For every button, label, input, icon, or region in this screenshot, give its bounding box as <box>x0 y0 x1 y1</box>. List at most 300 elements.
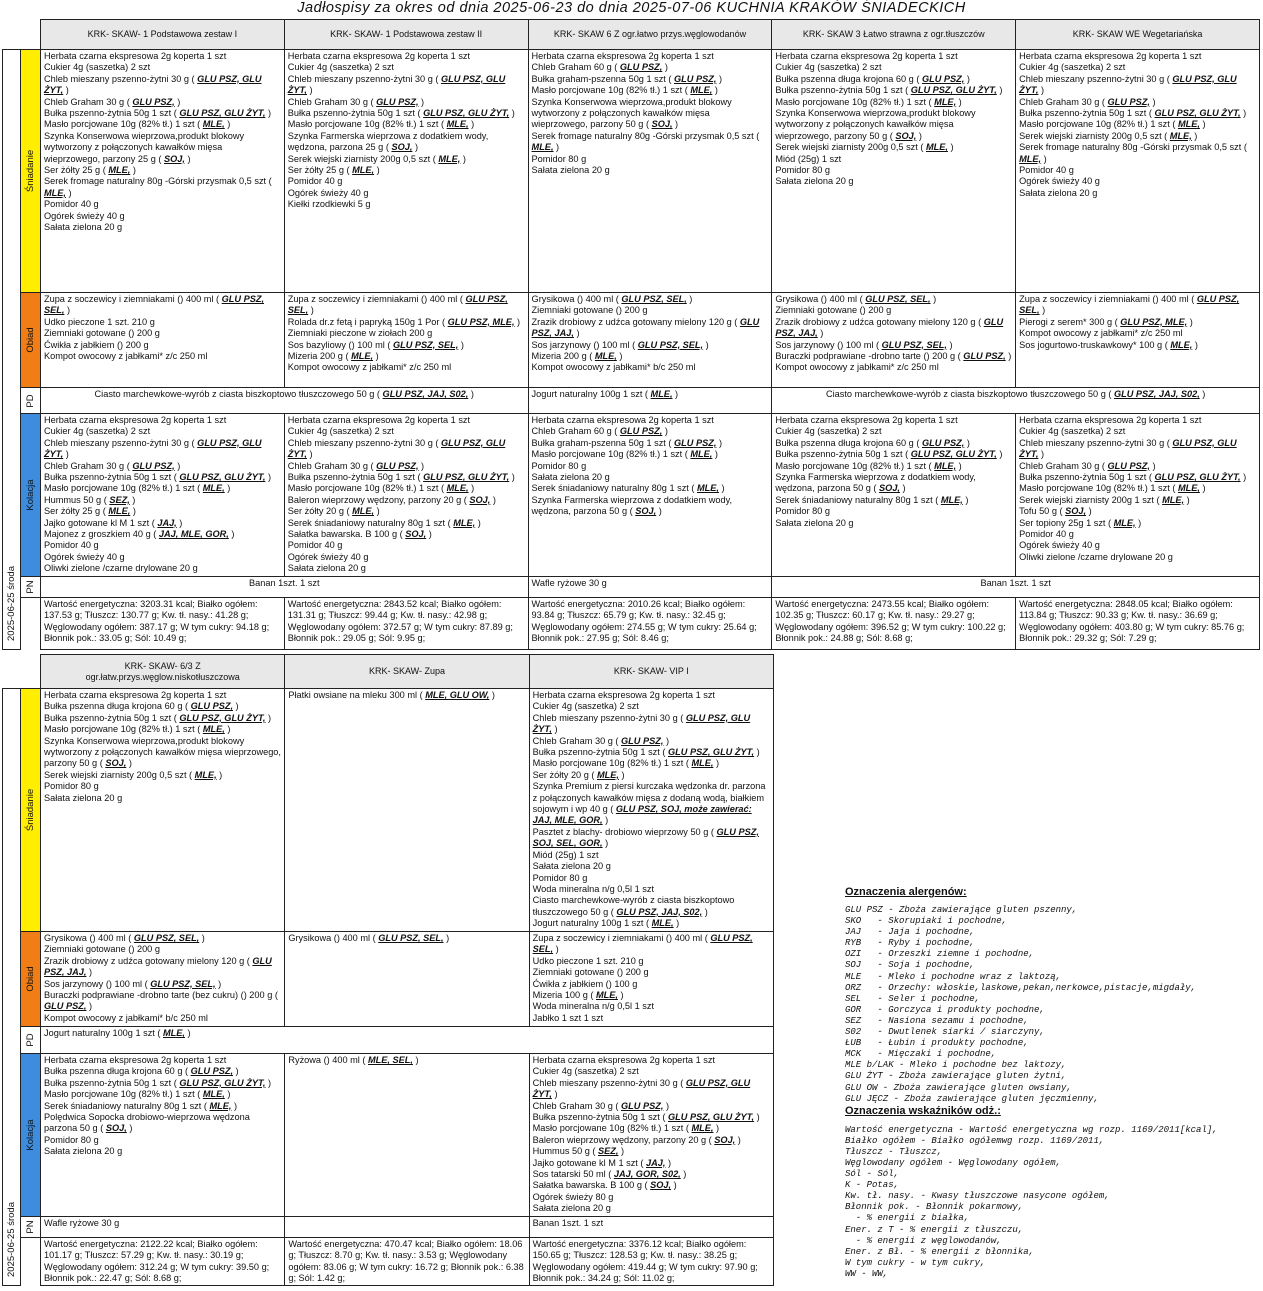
menu-item: Masło porcjowane 10g (82% tł.) 1 szt ( MLE, ) <box>287 483 475 494</box>
menu-cell <box>772 50 1016 293</box>
menu-item: Chleb mieszany pszenno-żytni 30 g ( GLU PSZ, GLU ŻYT, ) <box>532 1077 751 1100</box>
indicator-legend-list: Wartość energetyczna - Wartość energetyczna wg rozp. 1169/2011[kcal], Białko ogółem - Białko ogółemwg rozp. 1169/2011, Tłuszcz - Tłuszcz, Węglowodany ogółem - Węglowodany ogółem, Sól - Sól, K - Potas, Kw. tł. nasy. - Kwasy tłuszczowe nasycone ogółem, Błonnik pok. - Błonnik pokarmowy, - % energii z białka, Ener. z T - % energii z tłuszczu, - % energii z węglowodanów, Ener. z Bł. - % energii z błonnika, W tym cukry - w tym cukry, WW - WW, <box>845 1124 1218 1279</box>
allergen-codes: GLU PSZ, <box>921 73 965 84</box>
allergen-legend-title: Oznaczenia alergenów: <box>845 886 967 898</box>
allergen-codes: GLU PSZ, GLU ŻYT, <box>668 747 755 758</box>
allergen-codes: MLE, <box>202 724 225 735</box>
allergen-codes: GLU PSZ, GLU ŻYT, <box>1154 472 1241 483</box>
menu-cell <box>285 689 529 932</box>
allergen-codes: MLE, <box>1170 339 1193 350</box>
menu-item: Kompot owocowy z jabłkami* z/c 250 ml <box>775 362 939 373</box>
diet-header: KRK- SKAW 6 Z ogr.łatwo przys.węglowodanów <box>528 20 772 50</box>
menu-item: Ćwikła z jabłkiem () 100 g <box>532 978 638 989</box>
menu-item: Masło porcjowane 10g (82% tł.) 1 szt ( MLE, ) <box>532 1123 720 1134</box>
allergen-codes: GLU PSZ, <box>376 96 419 107</box>
menu-item: Herbata czarna ekspresowa 2g koperta 1 szt <box>532 1055 715 1065</box>
menu-item: Grysikowa () 400 ml ( GLU PSZ, SEL, ) <box>288 933 450 943</box>
allergen-codes: GLU PSZ, GLU ŻYT, <box>423 472 510 483</box>
menu-item: Pomidor 80 g <box>44 1134 99 1145</box>
menu-item: Masło porcjowane 10g (82% tł.) 1 szt ( MLE, ) <box>44 724 231 735</box>
menu-item: Serek śniadaniowy naturalny 80g 1 szt ( MLE, ) <box>531 483 725 494</box>
diet-header: KRK- SKAW- Zupa <box>285 655 529 689</box>
meal-label-pn: PN <box>20 576 40 597</box>
allergen-codes: MLE, <box>651 918 674 929</box>
menu-cell <box>528 293 772 388</box>
menu-item: Ser żółty 20 g ( MLE, ) <box>532 769 625 780</box>
menu-cell <box>528 50 772 293</box>
allergen-codes: GLU PSZ, SEL, <box>1019 294 1240 316</box>
allergen-codes: GLU PSZ, MLE, <box>1120 316 1188 327</box>
menu-item: Chleb Graham 30 g ( GLU PSZ, ) <box>532 735 670 746</box>
menu-item: Masło porcjowane 10g (82% tł.) 1 szt ( MLE, ) <box>532 758 720 769</box>
menu-item: Pomidor 80 g <box>775 165 831 176</box>
nutrition-cell: Wartość energetyczna: 2473.55 kcal; Białko ogółem: 102.35 g; Tłuszcz: 60.17 g; Kw. tł. nasy.: 29.27 g; Węglowodany ogółem: 396.52 g; W tym cukry: 100.22 g; Błonnik pok.: 24.88 g; Sól: 8.68 g; <box>772 597 1016 649</box>
menu-item: Woda mineralna n/g 0,5l 1 szt <box>532 883 655 894</box>
menu-item: Bułka pszenno-żytnia 50g 1 szt ( GLU PSZ, GLU ŻYT, ) <box>532 1112 760 1123</box>
menu-item: Ziemniaki gotowane () 200 g <box>532 967 649 978</box>
allergen-codes: SOJ, <box>650 1180 672 1191</box>
allergen-codes: SOJ, <box>879 483 900 494</box>
menu-item: Bułka pszenno-żytnia 50g 1 szt ( GLU PSZ, GLU ŻYT, ) <box>775 449 1003 460</box>
menu-cell <box>529 1054 773 1217</box>
allergen-codes: GLU PSZ, GLU ŻYT, <box>1019 437 1237 460</box>
menu-cell <box>772 414 1016 577</box>
allergen-codes: MLE, <box>446 483 469 494</box>
allergen-codes: GLU PSZ, MLE, <box>447 316 515 327</box>
menu-item: Ryżowa () 400 ml ( MLE, SEL, ) <box>288 1055 419 1065</box>
menu-item: Jogurt naturalny 100g 1 szt ( MLE, ) <box>531 389 679 399</box>
allergen-codes: SOJ, <box>635 506 657 517</box>
menu-item: Herbata czarna ekspresowa 2g koperta 1 szt <box>531 415 714 425</box>
menu-item: Sałata zielona 20 g <box>531 472 610 483</box>
menu-item: Szynka Premium z piersi kurczaka wędzonka dr. parzona z połączonych kawałków mięsa z dodaną wodą, białkiem sojowym i wp 40 g ( GLU PSZ, SOJ, może zawierać: JAJ, MLE, GOR, ) <box>532 781 766 826</box>
allergen-codes: GLU PSZ, <box>1107 460 1150 471</box>
menu-item: Pomidor 40 g <box>43 540 99 551</box>
menu-item: Grysikowa () 400 ml ( GLU PSZ, SEL, ) <box>44 933 205 943</box>
allergen-codes: MLE, <box>1177 483 1200 494</box>
menu-item: Cukier 4g (saszetka) 2 szt <box>775 62 882 73</box>
menu-item: Serek śniadaniowy naturalny 80g 1 szt ( MLE, ) <box>44 1100 238 1111</box>
menu-cell <box>529 689 773 932</box>
allergen-codes: MLE, <box>194 769 217 780</box>
menu-item: Cukier 4g (saszetka) 2 szt <box>43 62 151 73</box>
menu-item: Bułka pszenno-żytnia 50g 1 szt ( GLU PSZ, GLU ŻYT, ) <box>44 712 272 723</box>
allergen-codes: MLE, <box>595 990 618 1001</box>
menu-cell <box>529 1216 773 1237</box>
menu-item: Sałata zielona 20 g <box>532 1203 611 1214</box>
day-label: 2025-06-25 środa <box>3 50 21 650</box>
nutrition-cell: Wartość energetyczna: 3376.12 kcal; Białko ogółem: 150.65 g; Tłuszcz: 128.53 g; Kw. tł. nasy.: 38.25 g; Węglowodany ogółem: 419.44 g; W tym cukry: 97.90 g; Błonnik pok.: 34.24 g; Sól: 11.02 g; <box>529 1237 773 1286</box>
menu-item: Grysikowa () 400 ml ( GLU PSZ, SEL, ) <box>531 294 693 304</box>
menu-item: Hummus 50 g ( SEZ, ) <box>532 1146 625 1157</box>
menu-item: Chleb mieszany pszenno-żytni 30 g ( GLU PSZ, GLU ŻYT, ) <box>43 73 262 96</box>
nutrition-cell: Wartość energetyczna: 2848.05 kcal; Białko ogółem: 113.84 g; Tłuszcz: 90.33 g; Kw. tł. nasy.: 36.69 g; Węglowodany ogółem: 403.80 g; W tym cukry: 85.76 g; Błonnik pok.: 29.32 g; Sól: 7.29 g; <box>1016 597 1260 649</box>
menu-item: Kompot owocowy z jabłkami* z/c 250 ml <box>43 351 208 362</box>
menu-item: Ogórek świeży 40 g <box>1019 176 1100 187</box>
menu-item: Ser żółty 20 g ( MLE, ) <box>287 506 380 517</box>
allergen-codes: MLE, <box>934 96 957 107</box>
allergen-codes: SOJ, <box>163 153 185 164</box>
allergen-codes: SOJ, <box>714 1134 736 1145</box>
menu-cell <box>528 414 772 577</box>
menu-item: Jajko gotowane kl M 1 szt ( JAJ, ) <box>532 1157 672 1168</box>
menu-item: Sałata zielona 20 g <box>287 563 366 574</box>
menu-item: Chleb Graham 30 g ( GLU PSZ, ) <box>287 460 425 471</box>
menu-item: Chleb Graham 30 g ( GLU PSZ, ) <box>532 1100 670 1111</box>
allergen-codes: MLE, <box>352 506 375 517</box>
menu-item: Szynka Konserwowa wieprzowa,produkt blokowy wytworzony z połączonych kawałków mięsa wieprzowego, parzony 50 g ( SOJ, ) <box>44 735 281 769</box>
allergen-codes: MLE, <box>1113 517 1136 528</box>
meal-label-lunch: Obiad <box>20 293 40 388</box>
menu-item: Herbata czarna ekspresowa 2g koperta 1 szt <box>1019 51 1202 61</box>
allergen-codes: GLU PSZ, SEL, <box>637 339 704 350</box>
allergen-codes: GLU PSZ, JAJ, <box>531 316 760 339</box>
menu-item: Ogórek świeży 80 g <box>532 1191 614 1202</box>
menu-cell <box>285 932 529 1027</box>
legend <box>845 886 1260 1280</box>
menu-item: Cukier 4g (saszetka) 2 szt <box>775 426 882 437</box>
allergen-codes: SOJ, <box>1065 506 1087 517</box>
menu-item: Sos jogurtowo-truskawkowy* 100 g ( MLE, ) <box>1019 339 1198 350</box>
menu-cell <box>772 388 1260 414</box>
allergen-codes: GLU PSZ, GLU ŻYT, <box>287 437 506 460</box>
allergen-codes: GLU PSZ, <box>674 73 717 84</box>
menu-item: Sos jarzynowy () 100 ml ( GLU PSZ, SEL, ) <box>775 339 953 350</box>
menu-item: Bułka pszenno-żytnia 50g 1 szt ( GLU PSZ, GLU ŻYT, ) <box>43 472 272 483</box>
allergen-codes: MLE, <box>1177 119 1200 130</box>
menu-item: Hummus 50 g ( SEZ, ) <box>43 494 136 505</box>
allergen-codes: MLE, <box>202 1089 225 1100</box>
allergen-codes: GLU PSZ, SEL, <box>865 294 931 304</box>
menu-item: Oliwki zielone /czarne drylowane 20 g <box>1019 551 1173 562</box>
allergen-codes: GLU PSZ, GLU ŻYT, <box>179 108 266 119</box>
allergen-codes: GLU PSZ, <box>921 437 965 448</box>
allergen-codes: GLU PSZ, JAJ, <box>44 955 272 978</box>
menu-item: Jogurt naturalny 100g 1 szt ( MLE, ) <box>532 918 680 929</box>
menu-item: Herbata czarna ekspresowa 2g koperta 1 szt <box>287 51 471 61</box>
menu-cell <box>41 1054 285 1217</box>
menu-item: Herbata czarna ekspresowa 2g koperta 1 szt <box>531 51 714 61</box>
allergen-codes: GLU PSZ, GLU ŻYT, <box>532 1077 751 1100</box>
allergen-codes: MLE, <box>202 119 225 130</box>
menu-item: Bułka pszenno-żytnia 50g 1 szt ( GLU PSZ, GLU ŻYT, ) <box>775 85 1003 96</box>
allergen-codes: MLE, <box>697 483 719 494</box>
menu-item: Pomidor 80 g <box>531 460 587 471</box>
allergen-codes: MLE, <box>690 449 713 460</box>
menu-item: Chleb mieszany pszenno-żytni 30 g ( GLU PSZ, GLU ŻYT, ) <box>1019 73 1237 96</box>
menu-item: Wafle ryżowe 30 g <box>44 1217 120 1228</box>
menu-item: Sałata zielona 20 g <box>531 165 610 176</box>
menu-item: Banan 1szt. 1 szt <box>532 1217 604 1228</box>
menu-cell <box>41 1027 774 1054</box>
meal-label-dinner: Kolacja <box>21 1054 41 1217</box>
allergen-codes: GLU PSZ, <box>621 735 664 746</box>
menu-item: Serek wiejski ziarnisty 200g 0,5 szt ( MLE, ) <box>44 769 223 780</box>
menu-item: Serek fromage naturalny 80g -Górski przysmak 0,5 szt ( MLE, ) <box>531 130 760 153</box>
menu-item: Pomidor 80 g <box>44 781 99 792</box>
menu-item: Herbata czarna ekspresowa 2g koperta 1 szt <box>43 51 227 61</box>
menu-item: Chleb Graham 60 g ( GLU PSZ, ) <box>531 426 668 437</box>
menu-item: Płatki owsiane na mleku 300 ml ( MLE, GLU OW, ) <box>288 690 495 700</box>
menu-cell <box>40 50 284 293</box>
menu-item: Ciasto marchewkowe-wyrób z ciasta biszkoptowo tłuszczowego 50 g ( GLU PSZ, JAJ, S02, ) <box>94 389 474 399</box>
menu-item: Serek wiejski ziarnisty 200g 0,5 szt ( MLE, ) <box>775 142 954 153</box>
menu-item: Chleb mieszany pszenno-żytni 30 g ( GLU PSZ, GLU ŻYT, ) <box>43 437 262 460</box>
allergen-codes: SEZ, <box>598 1146 619 1157</box>
menu-cell <box>1016 50 1260 293</box>
menu-item: Ciasto marchewkowe-wyrób z ciasta biszkoptowo tłuszczowego 50 g ( GLU PSZ, JAJ, S02, ) <box>532 895 735 917</box>
meal-label-pd: PD <box>20 388 40 414</box>
allergen-codes: GLU PSZ, <box>621 1100 664 1111</box>
menu-item: Miód (25g) 1 szt <box>532 849 599 860</box>
allergen-codes: GLU PSZ, SOJ, może zawierać: JAJ, MLE, GOR, <box>532 804 752 826</box>
allergen-codes: GLU PSZ, SEL, <box>881 339 947 350</box>
menu-item: Bułka pszenno-żytnia 50g 1 szt ( GLU PSZ, GLU ŻYT, ) <box>43 108 272 119</box>
menu-cell <box>528 576 772 597</box>
menu-cell <box>772 576 1260 597</box>
menu-item: Ogórek świeży 40 g <box>43 551 125 562</box>
menu-item: Cukier 4g (saszetka) 2 szt <box>532 701 639 712</box>
allergen-codes: GLU PSZ, GLU ŻYT, <box>423 108 510 119</box>
day-label: 2025-06-25 środa <box>3 689 21 1286</box>
allergen-codes: GLU PSZ, JAJ, S02, <box>382 389 469 399</box>
menu-item: Cukier 4g (saszetka) 2 szt <box>1019 62 1126 73</box>
allergen-codes: GLU PSZ, GLU ŻYT, <box>287 73 506 96</box>
allergen-codes: GLU PSZ, SEL, <box>378 933 444 943</box>
menu-item: Herbata czarna ekspresowa 2g koperta 1 szt <box>43 415 227 425</box>
diet-header: KRK- SKAW- 6/3 Z ogr.łatw.przys.węglow.niskotłuszczowa <box>41 655 285 689</box>
menu-item: Bułka pszenno-żytnia 50g 1 szt ( GLU PSZ, GLU ŻYT, ) <box>44 1077 272 1088</box>
allergen-codes: MLE, <box>453 517 476 528</box>
menu-item: Buraczki podprawiane -drobno tarte () 200 g ( GLU PSZ, ) <box>775 351 1012 362</box>
allergen-codes: GLU PSZ, SEL, <box>532 933 753 955</box>
menu-cell <box>40 293 284 388</box>
menu-item: Serek wiejski ziarnisty 200g 0,5 szt ( MLE, ) <box>1019 130 1198 141</box>
menu-item: Masło porcjowane 10g (82% tł.) 1 szt ( MLE, ) <box>43 119 231 130</box>
menu-item: Masło porcjowane 10g (82% tł.) 1 szt ( MLE, ) <box>531 85 718 96</box>
menu-item: Chleb mieszany pszenno-żytni 30 g ( GLU PSZ, GLU ŻYT, ) <box>1019 437 1237 460</box>
menu-item: Ciasto marchewkowe-wyrób z ciasta biszkoptowo tłuszczowego 50 g ( GLU PSZ, JAJ, S02, ) <box>825 389 1206 399</box>
allergen-codes: MLE, <box>940 494 963 505</box>
menu-item: Ogórek świeży 40 g <box>287 551 369 562</box>
allergen-codes: MLE, <box>108 165 131 176</box>
allergen-codes: GLU PSZ, JAJ, S02, <box>616 906 703 917</box>
menu-item: Sos jarzynowy () 100 ml ( GLU PSZ, SEL, ) <box>531 339 709 350</box>
menu-item: Pomidor 40 g <box>1019 529 1074 540</box>
menu-item: Chleb Graham 30 g ( GLU PSZ, ) <box>287 96 425 107</box>
menu-item: Jajko gotowane kl M 1 szt ( JAJ, ) <box>43 517 183 528</box>
allergen-codes: GLU PSZ, <box>674 437 717 448</box>
menu-item: Ziemniaki pieczone w ziołach 200 g <box>287 328 433 339</box>
allergen-codes: GLU PSZ, <box>190 1066 233 1077</box>
allergen-codes: GLU PSZ, GLU ŻYT, <box>43 73 262 96</box>
menu-item: Bułka pszenna długa krojona 60 g ( GLU PSZ, ) <box>44 1066 239 1077</box>
menu-item: Tofu 50 g ( SOJ, ) <box>1019 506 1092 517</box>
menu-item: Pomidor 40 g <box>1019 165 1074 176</box>
menu-item: Ziemniaki gotowane () 200 g <box>43 328 160 339</box>
menu-item: Cukier 4g (saszetka) 2 szt <box>287 426 394 437</box>
allergen-codes: MLE, <box>1169 130 1192 141</box>
menu-item: Sałata zielona 20 g <box>43 222 123 233</box>
menu-item: Szynka Farmerska wieprzowa z dodatkiem wody, wędzona, parzona 50 g ( SOJ, ) <box>775 472 976 494</box>
allergen-codes: GLU PSZ, SEL, <box>392 339 459 350</box>
menu-item: Sałatka bawarska. B 100 g ( SOJ, ) <box>532 1180 677 1191</box>
allergen-codes: GLU PSZ, <box>619 426 663 437</box>
menu-cell <box>285 1216 529 1237</box>
menu-item: Ser topiony 25g 1 szt ( MLE, ) <box>1019 517 1142 528</box>
menu-item: Herbata czarna ekspresowa 2g koperta 1 szt <box>287 415 471 425</box>
allergen-codes: MLE, <box>1019 153 1042 164</box>
menu-item: Sałata zielona 20 g <box>44 1146 123 1157</box>
meal-label-lunch: Obiad <box>21 932 41 1027</box>
allergen-codes: SOJ, <box>651 119 673 130</box>
menu-cell <box>284 293 528 388</box>
menu-item: Pierogi z serem* 300 g ( GLU PSZ, MLE, ) <box>1019 316 1193 327</box>
menu-item: Serek fromage naturalny 80g -Górski przysmak 0,5 szt ( MLE, ) <box>43 176 272 198</box>
menu-item: Sałata zielona 20 g <box>532 861 611 872</box>
menu-item: Sos jarzynowy () 100 ml ( GLU PSZ, SEL, ) <box>44 978 222 989</box>
menu-item: Jogurt naturalny 100g 1 szt ( MLE, ) <box>44 1028 191 1038</box>
allergen-codes: GLU PSZ, <box>132 96 175 107</box>
allergen-codes: SOJ, <box>405 529 427 540</box>
menu-item: Chleb mieszany pszenno-żytni 30 g ( GLU PSZ, GLU ŻYT, ) <box>532 712 751 735</box>
menu-item: Bułka pszenno-żytnia 50g 1 szt ( GLU PSZ, GLU ŻYT, ) <box>1019 472 1247 483</box>
allergen-codes: GLU PSZ, JAJ, S02, <box>1113 389 1200 399</box>
menu-item: Ćwikła z jabłkiem () 200 g <box>43 339 149 350</box>
menu-item: Ser żółty 25 g ( MLE, ) <box>43 165 136 176</box>
allergen-codes: MLE, <box>163 1028 185 1038</box>
menu-table-2 <box>2 654 774 1286</box>
allergen-codes: SOJ, <box>895 130 917 141</box>
allergen-codes: MLE, <box>531 142 554 153</box>
allergen-codes: GLU PSZ, <box>376 460 419 471</box>
allergen-codes: GLU PSZ, JAJ, <box>775 316 1004 339</box>
allergen-codes: MLE, SEL, <box>368 1055 413 1065</box>
allergen-codes: MLE, <box>43 187 66 198</box>
menu-item: Masło porcjowane 10g (82% tł.) 1 szt ( MLE, ) <box>287 119 475 130</box>
menu-cell <box>41 1216 285 1237</box>
menu-item: Sos tatarski 50 ml ( JAJ, GOR, S02, ) <box>532 1169 687 1180</box>
allergen-codes: GLU PSZ, GLU ŻYT, <box>179 712 266 723</box>
menu-item: Ziemniaki gotowane () 200 g <box>44 944 160 955</box>
allergen-codes: MLE, <box>351 351 374 362</box>
menu-item: Baleron wieprzowy wędzony, parzony 20 g ( SOJ, ) <box>287 494 496 505</box>
menu-item: Cukier 4g (saszetka) 2 szt <box>287 62 394 73</box>
allergen-codes: MLE, <box>1162 494 1185 505</box>
allergen-codes: MLE, <box>926 142 948 153</box>
allergen-codes: MLE, <box>597 769 619 780</box>
menu-item: Bułka pszenna długa krojona 60 g ( GLU PSZ, ) <box>44 701 239 712</box>
menu-item: Majonez z groszkiem 40 g ( JAJ, MLE, GOR, ) <box>43 529 235 540</box>
allergen-codes: JAJ, GOR, S02, <box>613 1169 681 1180</box>
menu-item: Sałata zielona 20 g <box>775 176 854 187</box>
menu-cell <box>528 388 772 414</box>
menu-item: Buraczki podprawiane -drobno tarte (bez cukru) () 200 g ( GLU PSZ, ) <box>44 990 278 1012</box>
menu-item: Sałata zielona 20 g <box>775 517 854 528</box>
allergen-codes: MLE, <box>594 351 617 362</box>
menu-item: Ziemniaki gotowane () 200 g <box>775 305 892 316</box>
menu-item: Sałatka bawarska. B 100 g ( SOJ, ) <box>287 529 432 540</box>
menu-item: Ogórek świeży 40 g <box>287 187 369 198</box>
menu-item: Sałata zielona 20 g <box>1019 187 1098 198</box>
allergen-codes: SOJ, <box>105 1123 127 1134</box>
menu-item: Cukier 4g (saszetka) 2 szt <box>532 1066 639 1077</box>
menu-item: Ser żółty 25 g ( MLE, ) <box>287 165 380 176</box>
nutrition-cell: Wartość energetyczna: 2843.52 kcal; Białko ogółem: 131.31 g; Tłuszcz: 99.44 g; Kw. tł. nasy.: 42.98 g; Węglowodany ogółem: 372.57 g; W tym cukry: 87.89 g; Błonnik pok.: 29.05 g; Sól: 9.95 g; <box>284 597 528 649</box>
menu-item: Herbata czarna ekspresowa 2g koperta 1 szt <box>44 1055 227 1065</box>
allergen-codes: MLE, <box>650 389 673 399</box>
allergen-codes: GLU PSZ, <box>190 701 233 712</box>
indicator-legend-title: Oznaczenia wskaźników odż.: <box>845 1104 1001 1117</box>
menu-item: Serek wiejski ziarnisty 200g 1 szt ( MLE, ) <box>1019 494 1190 505</box>
menu-item: Mizeria 200 g ( MLE, ) <box>287 351 379 362</box>
allergen-codes: GLU PSZ, <box>132 460 175 471</box>
menu-item: Serek śniadaniowy naturalny 80g 1 szt ( MLE, ) <box>775 494 969 505</box>
allergen-codes: JAJ, MLE, GOR, <box>158 529 229 540</box>
menu-item: Herbata czarna ekspresowa 2g koperta 1 szt <box>1019 415 1202 425</box>
menu-item: Banan 1szt. 1 szt <box>249 577 320 588</box>
menu-item: Bułka pszenno-żytnia 50g 1 szt ( GLU PSZ, GLU ŻYT, ) <box>287 108 515 119</box>
allergen-codes: GLU PSZ, <box>44 1001 87 1012</box>
menu-item: Masło porcjowane 10g (82% tł.) 1 szt ( MLE, ) <box>44 1089 231 1100</box>
menu-item: Bułka pszenno-żytnia 50g 1 szt ( GLU PSZ, GLU ŻYT, ) <box>287 472 515 483</box>
allergen-codes: SOJ, <box>105 758 127 769</box>
allergen-codes: GLU PSZ, SOJ, SEL, GOR, <box>532 826 759 849</box>
nutrition-cell: Wartość energetyczna: 2122.22 kcal; Białko ogółem: 101.17 g; Tłuszcz: 57.29 g; Kw. tł. nasy.: 30.19 g; Węglowodany ogółem: 312.24 g; W tym cukry: 39.50 g; Błonnik pok.: 22.47 g; Sól: 8.68 g; <box>41 1237 285 1286</box>
menu-item: Kompot owocowy z jabłkami* z/c 250 ml <box>287 362 452 373</box>
menu-table-1 <box>2 19 1260 650</box>
allergen-codes: GLU PSZ, SEL, <box>43 294 265 316</box>
menu-item: Ziemniaki gotowane () 200 g <box>531 305 648 316</box>
menu-item: Szynka Konserwowa wieprzowa,produkt blokowy wytworzony z połączonych kawałków mięsa wieprzowego, parzony 50 g ( SOJ, ) <box>775 108 976 141</box>
menu-item: Bułka graham-pszenna 50g 1 szt ( GLU PSZ, ) <box>531 73 723 84</box>
allergen-codes: SEZ, <box>109 494 130 505</box>
menu-item: Zrazik drobiowy z udźca gotowany mielony 120 g ( GLU PSZ, JAJ, ) <box>775 316 1004 339</box>
menu-item: Chleb Graham 30 g ( GLU PSZ, ) <box>43 96 181 107</box>
allergen-codes: GLU PSZ, GLU ŻYT, <box>43 437 262 460</box>
allergen-codes: MLE, <box>446 119 469 130</box>
menu-item: Herbata czarna ekspresowa 2g koperta 1 szt <box>775 415 958 425</box>
menu-cell <box>285 1054 529 1217</box>
menu-item: Masło porcjowane 10g (82% tł.) 1 szt ( MLE, ) <box>43 483 231 494</box>
allergen-codes: GLU PSZ, <box>619 62 663 73</box>
menu-item: Cukier 4g (saszetka) 2 szt <box>1019 426 1126 437</box>
menu-item: Miód (25g) 1 szt <box>775 153 842 164</box>
menu-item: Chleb Graham 30 g ( GLU PSZ, ) <box>1019 460 1156 471</box>
menu-item: Zupa z soczewicy i ziemniakami () 400 ml ( GLU PSZ, SEL, ) <box>1019 294 1240 316</box>
meal-label-pd: PD <box>21 1027 41 1054</box>
meal-label-dinner: Kolacja <box>20 414 40 577</box>
menu-item: Szynka Farmerska wieprzowa z dodatkiem wody, wędzona, parzona 50 g ( SOJ, ) <box>531 494 733 517</box>
menu-item: Woda mineralna n/g 0,5l 1 szt <box>532 1001 655 1012</box>
menu-cell <box>772 293 1016 388</box>
menu-item: Chleb Graham 30 g ( GLU PSZ, ) <box>43 460 181 471</box>
menu-item: Ogórek świeży 40 g <box>1019 540 1100 551</box>
allergen-codes: MLE, GLU OW, <box>425 690 490 700</box>
allergen-codes: SOJ, <box>391 142 413 153</box>
menu-item: Ser żółty 25 g ( MLE, ) <box>43 506 136 517</box>
menu-cell <box>40 576 528 597</box>
menu-item: Pomidor 40 g <box>287 176 343 187</box>
menu-item: Rolada dr.z fetą i papryką 150g 1 Por ( GLU PSZ, MLE, ) <box>287 316 521 327</box>
diet-header: KRK- SKAW- VIP I <box>529 655 773 689</box>
menu-cell <box>1016 414 1260 577</box>
nutrition-cell: Wartość energetyczna: 3203.31 kcal; Białko ogółem: 137.53 g; Tłuszcz: 130.77 g; Kw. tł. nasy.: 41.28 g; Węglowodany ogółem: 387.17 g; W tym cukry: 94.18 g; Błonnik pok.: 33.05 g; Sól: 10.49 g; <box>40 597 284 649</box>
menu-item: Szynka Konserwowa wieprzowa,produkt blokowy wytworzony z połączonych kawałków mięsa wieprzowego, parzony 50 g ( SOJ, ) <box>531 96 732 130</box>
menu-item: Chleb Graham 60 g ( GLU PSZ, ) <box>531 62 668 73</box>
menu-item: Sos bazyliowy () 100 ml ( GLU PSZ, SEL, ) <box>287 339 464 350</box>
menu-item: Masło porcjowane 10g (82% tł.) 1 szt ( MLE, ) <box>775 460 962 471</box>
